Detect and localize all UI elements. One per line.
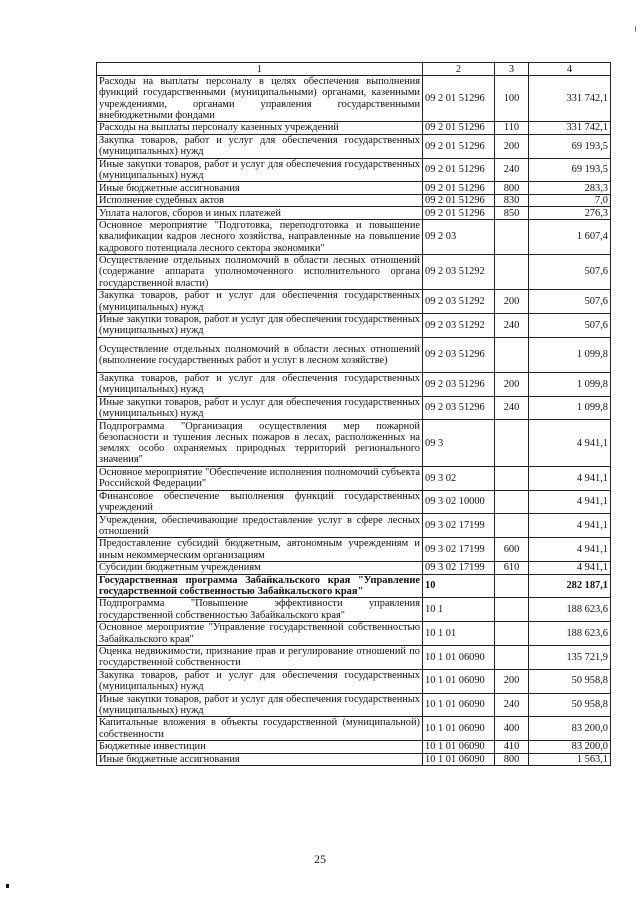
row-name-cell: Иные закупки товаров, работ и услуг для обеспечения государственных (муниципальных) нужд <box>97 396 423 420</box>
row-code-cell: 10 1 <box>423 598 495 622</box>
row-code-cell: 09 2 03 51296 <box>423 396 495 420</box>
row-code-cell: 09 2 01 51296 <box>423 122 495 135</box>
row-code-cell: 09 3 02 <box>423 466 495 490</box>
row-code-cell: 09 2 01 51296 <box>423 207 495 220</box>
row-amount-cell: 69 193,5 <box>529 158 611 182</box>
row-name-cell: Учреждения, обеспечивающие предоставление услуг в сфере лесных отношений <box>97 514 423 538</box>
table-row <box>97 622 611 646</box>
row-expense-type-cell: 200 <box>495 669 529 693</box>
row-name-cell: Осуществление отдельных полномочий в области лесных отношений (выполнение государственных работ и услуг в лесном хозяйстве) <box>97 337 423 372</box>
table-row <box>97 741 611 754</box>
table-row <box>97 420 611 466</box>
row-name-cell: Расходы на выплаты персоналу в целях обеспечения выполнения функций государственными (муниципальными) органами, казенными учреждениями, органами управления государственными внебюджетными фондами <box>97 76 423 122</box>
row-amount-cell: 4 941,1 <box>529 490 611 514</box>
row-code-cell: 09 3 <box>423 420 495 466</box>
row-code-cell: 09 2 01 51296 <box>423 76 495 122</box>
row-expense-type-cell: 200 <box>495 134 529 158</box>
row-expense-type-cell: 200 <box>495 372 529 396</box>
row-expense-type-cell: 610 <box>495 562 529 575</box>
row-code-cell: 09 2 03 51292 <box>423 313 495 337</box>
row-amount-cell: 135 721,9 <box>529 645 611 669</box>
row-expense-type-cell: 800 <box>495 182 529 195</box>
row-code-cell: 10 1 01 06090 <box>423 669 495 693</box>
table-row <box>97 182 611 195</box>
row-name-cell: Финансовое обеспечение выполнения функций государственных учреждений <box>97 490 423 514</box>
row-code-cell: 09 3 02 17199 <box>423 538 495 562</box>
row-amount-cell: 4 941,1 <box>529 466 611 490</box>
row-code-cell: 10 1 01 06090 <box>423 741 495 754</box>
row-code-cell: 10 1 01 <box>423 622 495 646</box>
row-amount-cell: 69 193,5 <box>529 134 611 158</box>
row-name-cell: Исполнение судебных актов <box>97 194 423 207</box>
row-amount-cell: 331 742,1 <box>529 122 611 135</box>
row-code-cell: 09 2 01 51296 <box>423 134 495 158</box>
row-expense-type-cell: 600 <box>495 538 529 562</box>
row-amount-cell: 4 941,1 <box>529 562 611 575</box>
row-name-cell: Иные закупки товаров, работ и услуг для обеспечения государственных (муниципальных) нужд <box>97 158 423 182</box>
row-code-cell: 09 2 03 51292 <box>423 255 495 290</box>
row-code-cell: 09 3 02 10000 <box>423 490 495 514</box>
row-expense-type-cell: 400 <box>495 717 529 741</box>
row-name-cell: Уплата налогов, сборов и иных платежей <box>97 207 423 220</box>
row-name-cell: Предоставление субсидий бюджетным, автономным учреждениям и иным некоммерческим организациям <box>97 538 423 562</box>
row-code-cell: 10 1 01 06090 <box>423 645 495 669</box>
table-row <box>97 562 611 575</box>
table-row <box>97 76 611 122</box>
table-row <box>97 514 611 538</box>
row-expense-type-cell <box>495 337 529 372</box>
row-expense-type-cell: 200 <box>495 290 529 314</box>
row-amount-cell: 4 941,1 <box>529 420 611 466</box>
table-row <box>97 574 611 598</box>
table-row <box>97 753 611 766</box>
row-amount-cell: 331 742,1 <box>529 76 611 122</box>
table-row <box>97 693 611 717</box>
row-name-cell: Расходы на выплаты персоналу казенных учреждений <box>97 122 423 135</box>
table-row <box>97 669 611 693</box>
table-row <box>97 255 611 290</box>
row-code-cell: 09 2 03 <box>423 219 495 254</box>
row-expense-type-cell: 240 <box>495 313 529 337</box>
row-expense-type-cell <box>495 622 529 646</box>
table-row <box>97 717 611 741</box>
table-row <box>97 122 611 135</box>
row-code-cell: 10 1 01 06090 <box>423 717 495 741</box>
row-name-cell: Иные закупки товаров, работ и услуг для обеспечения государственных (муниципальных) нужд <box>97 693 423 717</box>
table-row <box>97 466 611 490</box>
row-name-cell: Субсидии бюджетным учреждениям <box>97 562 423 575</box>
row-expense-type-cell: 240 <box>495 396 529 420</box>
row-expense-type-cell: 800 <box>495 753 529 766</box>
row-expense-type-cell <box>495 645 529 669</box>
page-number: 25 <box>314 852 326 866</box>
header-col-1: 1 <box>97 63 423 76</box>
table-row <box>97 207 611 220</box>
row-code-cell: 09 2 03 51292 <box>423 290 495 314</box>
table-row <box>97 538 611 562</box>
row-amount-cell: 1 099,8 <box>529 396 611 420</box>
row-code-cell: 10 1 01 06090 <box>423 753 495 766</box>
row-name-cell: Закупка товаров, работ и услуг для обеспечения государственных (муниципальных) нужд <box>97 372 423 396</box>
row-name-cell: Иные бюджетные ассигнования <box>97 753 423 766</box>
row-code-cell: 09 3 02 17199 <box>423 562 495 575</box>
row-name-cell: Основное мероприятие "Управление государственной собственностью Забайкальского края" <box>97 622 423 646</box>
row-amount-cell: 188 623,6 <box>529 598 611 622</box>
table-header-row <box>97 63 611 76</box>
row-code-cell: 09 3 02 17199 <box>423 514 495 538</box>
scan-edge-mark <box>635 26 636 32</box>
row-expense-type-cell <box>495 255 529 290</box>
row-code-cell: 09 2 01 51296 <box>423 182 495 195</box>
row-amount-cell: 83 200,0 <box>529 717 611 741</box>
row-name-cell: Закупка товаров, работ и услуг для обеспечения государственных (муниципальных) нужд <box>97 290 423 314</box>
row-code-cell: 10 <box>423 574 495 598</box>
row-expense-type-cell: 850 <box>495 207 529 220</box>
table-row <box>97 194 611 207</box>
row-expense-type-cell: 240 <box>495 693 529 717</box>
row-amount-cell: 188 623,6 <box>529 622 611 646</box>
row-expense-type-cell: 110 <box>495 122 529 135</box>
row-amount-cell: 1 563,1 <box>529 753 611 766</box>
row-amount-cell: 1 607,4 <box>529 219 611 254</box>
header-col-3: 3 <box>495 63 529 76</box>
row-name-cell: Государственная программа Забайкальского края "Управление государственной собственностью Забайкальского края" <box>97 574 423 598</box>
row-code-cell: 09 2 03 51296 <box>423 337 495 372</box>
row-code-cell: 09 2 01 51296 <box>423 194 495 207</box>
row-expense-type-cell <box>495 490 529 514</box>
row-expense-type-cell: 830 <box>495 194 529 207</box>
row-code-cell: 10 1 01 06090 <box>423 693 495 717</box>
row-amount-cell: 507,6 <box>529 290 611 314</box>
table-row <box>97 598 611 622</box>
table-row <box>97 337 611 372</box>
budget-table <box>96 62 611 766</box>
header-col-4: 4 <box>529 63 611 76</box>
row-expense-type-cell: 100 <box>495 76 529 122</box>
row-amount-cell: 83 200,0 <box>529 741 611 754</box>
row-name-cell: Основное мероприятие "Обеспечение исполнения полномочий субъекта Российской Федерации" <box>97 466 423 490</box>
row-name-cell: Оценка недвижимости, признание прав и регулирование отношений по государственной собственности <box>97 645 423 669</box>
row-amount-cell: 282 187,1 <box>529 574 611 598</box>
row-expense-type-cell <box>495 420 529 466</box>
row-amount-cell: 50 958,8 <box>529 693 611 717</box>
row-amount-cell: 1 099,8 <box>529 372 611 396</box>
table-row <box>97 313 611 337</box>
row-name-cell: Иные закупки товаров, работ и услуг для обеспечения государственных (муниципальных) нужд <box>97 313 423 337</box>
row-name-cell: Подпрограмма "Организация осуществления мер пожарной безопасности и тушения лесных пожаров в лесах, расположенных на землях особо охраняемых природных территорий регионального значения" <box>97 420 423 466</box>
row-expense-type-cell <box>495 514 529 538</box>
row-amount-cell: 4 941,1 <box>529 538 611 562</box>
row-expense-type-cell: 240 <box>495 158 529 182</box>
table-row <box>97 372 611 396</box>
row-amount-cell: 50 958,8 <box>529 669 611 693</box>
row-expense-type-cell: 410 <box>495 741 529 754</box>
row-name-cell: Капитальные вложения в объекты государственной (муниципальной) собственности <box>97 717 423 741</box>
row-amount-cell: 283,3 <box>529 182 611 195</box>
row-amount-cell: 276,3 <box>529 207 611 220</box>
row-expense-type-cell <box>495 466 529 490</box>
table-row <box>97 219 611 254</box>
row-amount-cell: 4 941,1 <box>529 514 611 538</box>
table-row <box>97 134 611 158</box>
table-row <box>97 290 611 314</box>
row-name-cell: Закупка товаров, работ и услуг для обеспечения государственных (муниципальных) нужд <box>97 669 423 693</box>
table-row <box>97 645 611 669</box>
scan-edge-mark <box>6 884 9 888</box>
row-expense-type-cell <box>495 219 529 254</box>
table-body <box>97 76 611 766</box>
row-name-cell: Бюджетные инвестиции <box>97 741 423 754</box>
row-expense-type-cell <box>495 598 529 622</box>
row-amount-cell: 1 099,8 <box>529 337 611 372</box>
header-col-2: 2 <box>423 63 495 76</box>
row-name-cell: Иные бюджетные ассигнования <box>97 182 423 195</box>
table-row <box>97 490 611 514</box>
row-amount-cell: 507,6 <box>529 255 611 290</box>
table-row <box>97 396 611 420</box>
row-amount-cell: 507,6 <box>529 313 611 337</box>
row-name-cell: Основное мероприятие "Подготовка, переподготовка и повышение квалификации кадров лесного хозяйства, направленные на повышение кадрового потенциала лесного сектора экономики" <box>97 219 423 254</box>
row-name-cell: Подпрограмма "Повышение эффективности управления государственной собственностью Забайкальского края" <box>97 598 423 622</box>
row-name-cell: Закупка товаров, работ и услуг для обеспечения государственных (муниципальных) нужд <box>97 134 423 158</box>
row-code-cell: 09 2 01 51296 <box>423 158 495 182</box>
row-name-cell: Осуществление отдельных полномочий в области лесных отношений (содержание аппарата уполномоченного исполнительного органа государственной власти) <box>97 255 423 290</box>
row-expense-type-cell <box>495 574 529 598</box>
row-amount-cell: 7,0 <box>529 194 611 207</box>
table-row <box>97 158 611 182</box>
row-code-cell: 09 2 03 51296 <box>423 372 495 396</box>
